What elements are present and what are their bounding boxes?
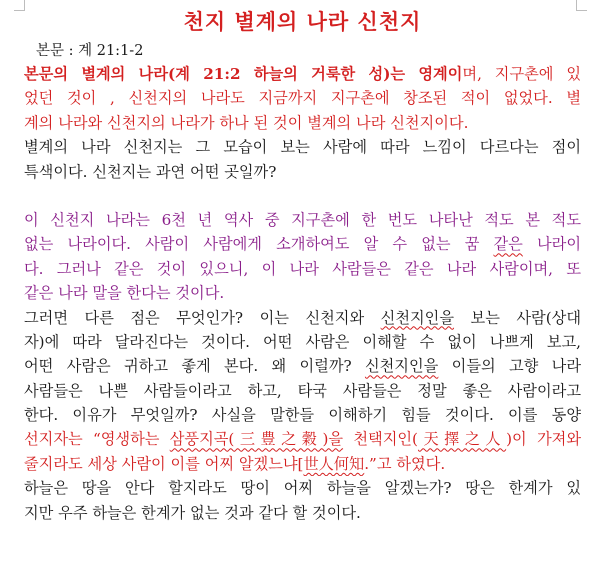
text-run: 며, 지구촌에 있 <box>462 65 581 83</box>
scripture-reference: 본문 : 계 21:1-2 <box>36 43 144 59</box>
paragraph-3 <box>24 208 581 306</box>
text-run: 어떤 사람은 귀하고 좋게 본다. 왜 이럴까? <box>24 357 365 376</box>
document-title: 천지 별계의 나라 신천지 <box>183 9 422 34</box>
paragraph-line: 이 신천지 나라는 6천 년 역사 중 지구촌에 한 번도 나타난 적도 본 적도 <box>24 210 581 229</box>
paragraph-line <box>24 232 581 256</box>
paragraph-line: 한다. 이유가 무엇일까? 사실을 말한들 이해하기 힘들 것이다. 이를 동양 <box>24 406 581 425</box>
paragraph-line: 계의 나라와 신천지의 나라가 하나 된 것이 별계의 나라 신천지이다. <box>24 113 469 132</box>
spellcheck-underlined-word: 삼풍지곡(三豊之穀)을 <box>169 430 344 449</box>
paragraph-line: 특색이다. 신천지는 과연 어떤 곳일까? <box>24 162 277 181</box>
spellcheck-underlined-word: 신천지인을 <box>380 308 455 327</box>
paragraph-line: 다. 그러나 같은 것이 있으니, 이 나라 사람들은 같은 나라 사람이며, 또 <box>24 259 581 278</box>
paragraph-4 <box>24 306 581 477</box>
paragraph-line <box>24 354 581 378</box>
spellcheck-underlined-word: 신천지인을 <box>364 357 439 376</box>
blank-line <box>24 184 581 208</box>
text-run: 그러면 다른 점은 무엇인가? 이는 신천지와 <box>24 308 381 327</box>
document-page <box>24 6 581 525</box>
text-run: 선지자는 “영생하는 <box>24 430 170 449</box>
paragraph-line <box>24 62 581 86</box>
text-run: 천택지인( <box>343 430 418 449</box>
paragraph-line: 하늘은 땅을 안다 할지라도 땅이 어찌 하늘을 알겠는가? 땅은 한계가 있 <box>24 479 581 498</box>
spellcheck-underlined-word: 같은 <box>493 235 523 254</box>
paragraph-line <box>24 306 581 330</box>
text-run: 나라이 <box>522 235 581 254</box>
paragraph-line <box>24 452 581 476</box>
text-run: 줄지라도 세상 사람이 이를 어찌 알겠느냐[ <box>24 454 304 473</box>
paragraph-line: 별계의 나라 신천지는 그 모습이 보는 사람에 따라 느낌이 다르다는 점이 <box>24 138 581 157</box>
paragraph-5 <box>24 476 581 525</box>
paragraph-line: 지만 우주 하늘은 한계가 없는 것과 같다 할 것이다. <box>24 503 361 522</box>
text-run: )이 가져와 <box>506 430 581 449</box>
paragraph-2 <box>24 135 581 184</box>
paragraph-line: 같은 나라 말을 한다는 것이다. <box>24 284 225 303</box>
paragraph-line <box>24 427 581 451</box>
paragraph-line: 사람들은 나쁜 사람들이라고 하고, 타국 사람들은 정말 좋은 사람이라고 <box>24 381 581 400</box>
text-run: 이들의 고향 나라 <box>438 357 581 376</box>
paragraph-1 <box>24 62 581 135</box>
spellcheck-underlined-word: 世人何知 <box>303 454 365 473</box>
paragraph-line: 자)에 따라 달라진다는 것이다. 어떤 사람은 이해할 수 없이 나쁘게 보고, <box>24 332 581 351</box>
text-run: 없는 나라이다. 사람이 사람에게 소개하여도 알 수 없는 꿈 <box>24 235 494 254</box>
text-run: 보는 사람(상대 <box>454 308 581 327</box>
text-run: .”고 하였다. <box>364 454 446 473</box>
bold-phrase: 본문의 별계의 나라(계 21:2 하늘의 거룩한 성)는 영계이 <box>24 65 463 83</box>
spellcheck-underlined-word: 天擇之人 <box>417 430 507 449</box>
paragraph-line: 었던 것이 , 신천지의 나라도 지금까지 지구촌에 창조된 적이 없었다. 별 <box>24 89 581 108</box>
